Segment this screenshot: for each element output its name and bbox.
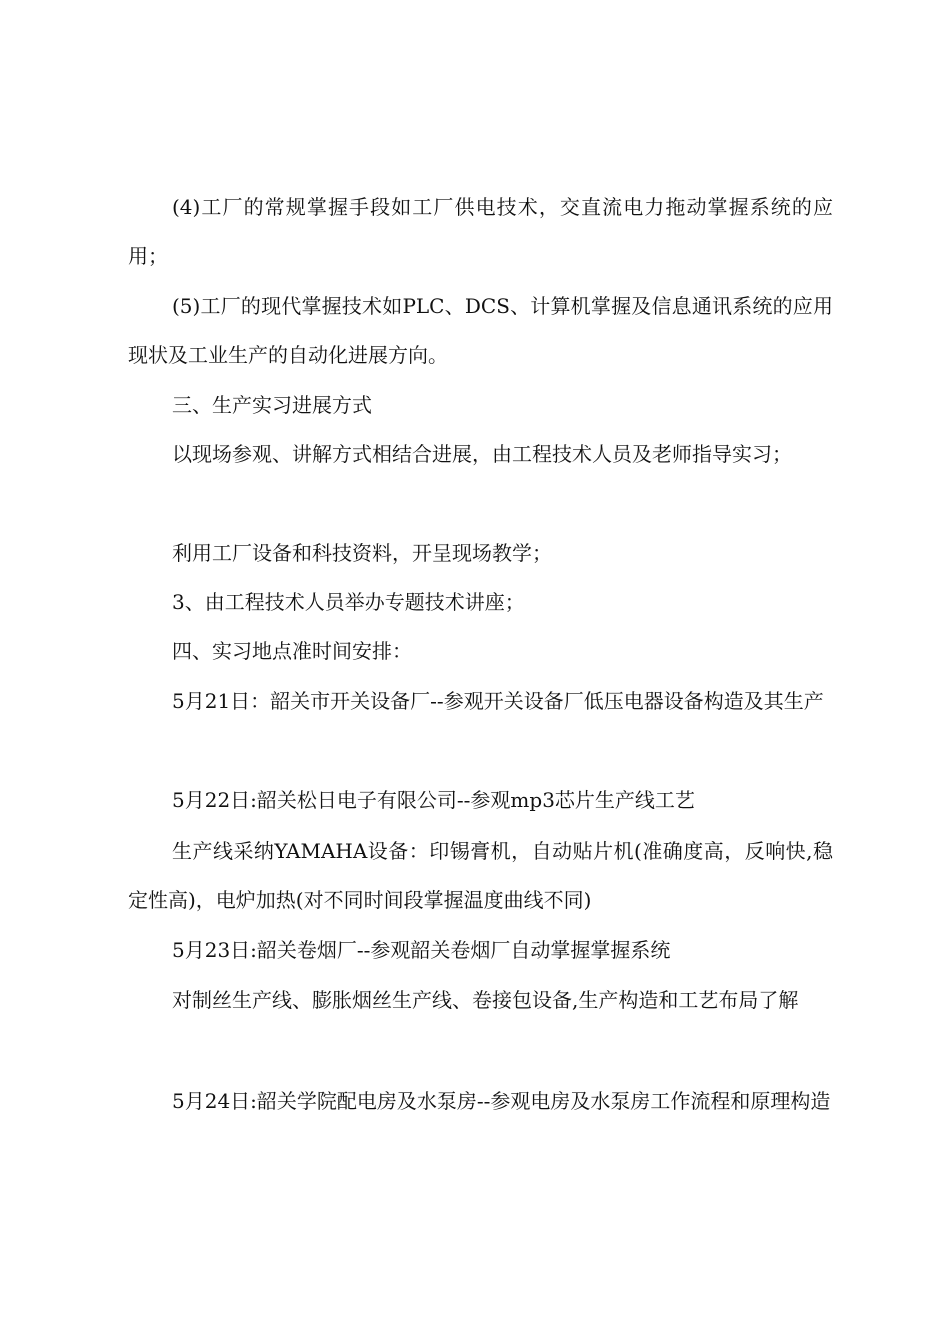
paragraph-factory-modern-control: (5)工厂的现代掌握技术如PLC、DCS、计算机掌握及信息通讯系统的应用现状及工业生产的自动化进展方向。 bbox=[128, 294, 833, 367]
paragraph-onsite-teaching: 利用工厂设备和科技资料，开呈现场教学； bbox=[172, 541, 552, 565]
paragraph-technical-lecture: 3、由工程技术人员举办专题技术讲座； bbox=[172, 590, 525, 614]
schedule-item-may-22: 5月22日:韶关松日电子有限公司--参观mp3芯片生产线工艺 bbox=[172, 788, 695, 812]
paragraph-factory-conventional-control: (4)工厂的常规掌握手段如工厂供电技术，交直流电力拖动掌握系统的应用； bbox=[128, 195, 833, 268]
schedule-item-may-23: 5月23日:韶关卷烟厂--参观韶关卷烟厂自动掌握掌握系统 bbox=[172, 938, 671, 962]
section-heading-internship-method: 三、生产实习进展方式 bbox=[172, 393, 372, 417]
section-heading-schedule: 四、实习地点准时间安排： bbox=[172, 639, 412, 663]
paragraph-site-visit: 以现场参观、讲解方式相结合进展，由工程技术人员及老师指导实习； bbox=[172, 442, 792, 466]
paragraph-cigarette-production-line: 对制丝生产线、膨胀烟丝生产线、卷接包设备,生产构造和工艺布局了解 bbox=[172, 988, 799, 1012]
schedule-item-may-24: 5月24日:韶关学院配电房及水泵房--参观电房及水泵房工作流程和原理构造 bbox=[172, 1089, 831, 1113]
schedule-item-may-21: 5月21日：韶关市开关设备厂--参观开关设备厂低压电器设备构造及其生产 bbox=[172, 689, 824, 713]
paragraph-production-line-equipment: 生产线采纳YAMAHA设备：印锡膏机，自动贴片机(准确度高，反响快,稳定性高)，电炉加热(对不同时间段掌握温度曲线不同) bbox=[128, 839, 833, 912]
